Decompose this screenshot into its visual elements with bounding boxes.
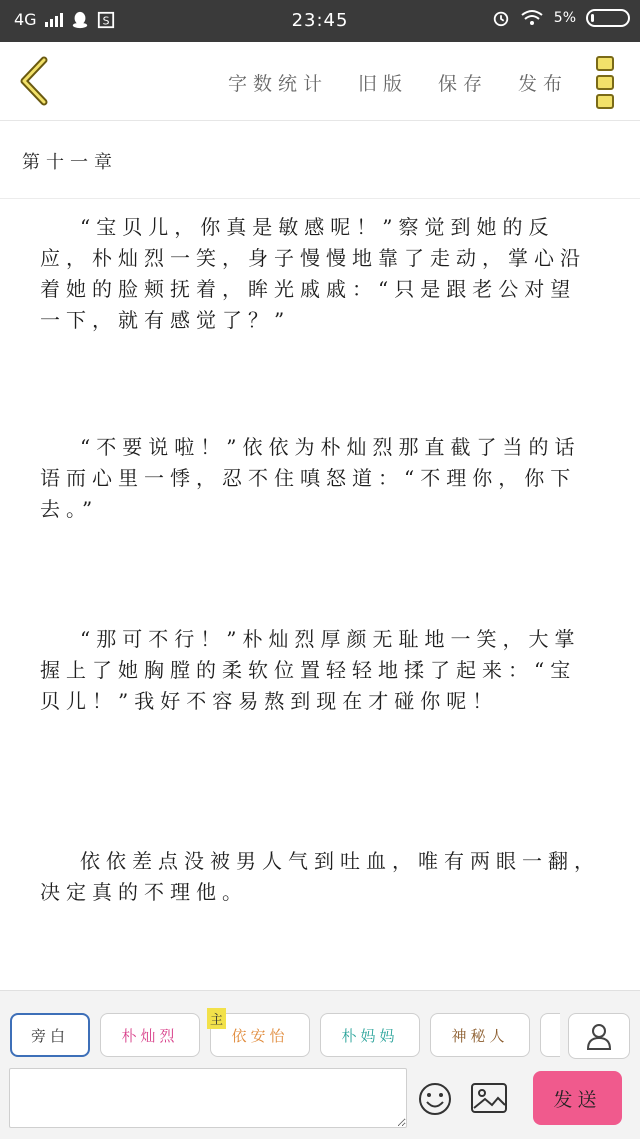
wifi-icon: [520, 9, 544, 27]
save-button[interactable]: 保存: [438, 73, 489, 95]
more-menu-icon[interactable]: [596, 56, 616, 108]
word-count-button[interactable]: 字数统计: [228, 73, 329, 95]
publish-button[interactable]: 发布: [518, 73, 569, 95]
network-type: 4G: [14, 10, 37, 29]
user-icon: [584, 1021, 614, 1051]
role-chip-mystery[interactable]: [430, 1013, 530, 1057]
main-role-badge: 主: [207, 1008, 226, 1029]
alarm-icon: [492, 9, 510, 27]
role-chip-more[interactable]: [540, 1013, 560, 1057]
message-input[interactable]: [9, 1068, 407, 1128]
status-right: [492, 9, 630, 27]
role-chip-list: [10, 1013, 560, 1057]
status-time: 23:45: [291, 10, 349, 31]
paragraph: “那可不行！”朴灿烈厚颜无耻地一笑，大掌握上了她胸膛的柔软位置轻轻地揉了起来：“宝贝儿！”我好不容易熬到现在才碰你呢！: [40, 627, 581, 713]
role-chip-label: 旁白: [30, 1026, 69, 1045]
role-chip-yi-anyi[interactable]: [210, 1013, 310, 1057]
role-chip-label: 朴妈妈: [341, 1026, 399, 1045]
image-icon[interactable]: [470, 1081, 508, 1115]
paragraph: “宝贝儿，你真是敏感呢！”察觉到她的反应，朴灿烈一笑，身子慢慢地靠了走动，掌心沿着她的脸颊抚着，眸光戚戚：“只是跟老公对望一下，就有感觉了？”: [40, 215, 586, 332]
role-chip-label: 朴灿烈: [121, 1026, 179, 1045]
role-chip-label: 神秘人: [451, 1026, 509, 1045]
role-chip-piao-canlie[interactable]: [100, 1013, 200, 1057]
status-bar: [0, 0, 640, 42]
old-version-button[interactable]: 旧版: [358, 73, 409, 95]
header-menu: [228, 69, 568, 96]
chapter-header: [0, 120, 640, 199]
role-chip-narrator[interactable]: [10, 1013, 90, 1057]
chapter-title[interactable]: 第十一章: [22, 152, 118, 173]
battery-percent: 5%: [553, 10, 576, 26]
role-chip-piao-mama[interactable]: [320, 1013, 420, 1057]
editor-header: [0, 42, 640, 121]
emoji-icon[interactable]: [417, 1081, 453, 1117]
battery-icon: [586, 9, 630, 27]
back-icon[interactable]: [16, 56, 52, 106]
role-chip-label: 依安怡: [231, 1026, 289, 1045]
paragraph: 依依差点没被男人气到吐血，唯有两眼一翻，决定真的不理他。: [40, 849, 600, 904]
send-button[interactable]: 发送: [533, 1071, 622, 1125]
paragraph: “不要说啦！”依依为朴灿烈那直截了当的话语而心里一悸，忍不住嗔怒道：“不理你，你下去。”: [40, 435, 581, 521]
role-manage-button[interactable]: [568, 1013, 630, 1059]
composer-panel: [0, 990, 640, 1139]
svg-text:S: S: [102, 14, 109, 27]
